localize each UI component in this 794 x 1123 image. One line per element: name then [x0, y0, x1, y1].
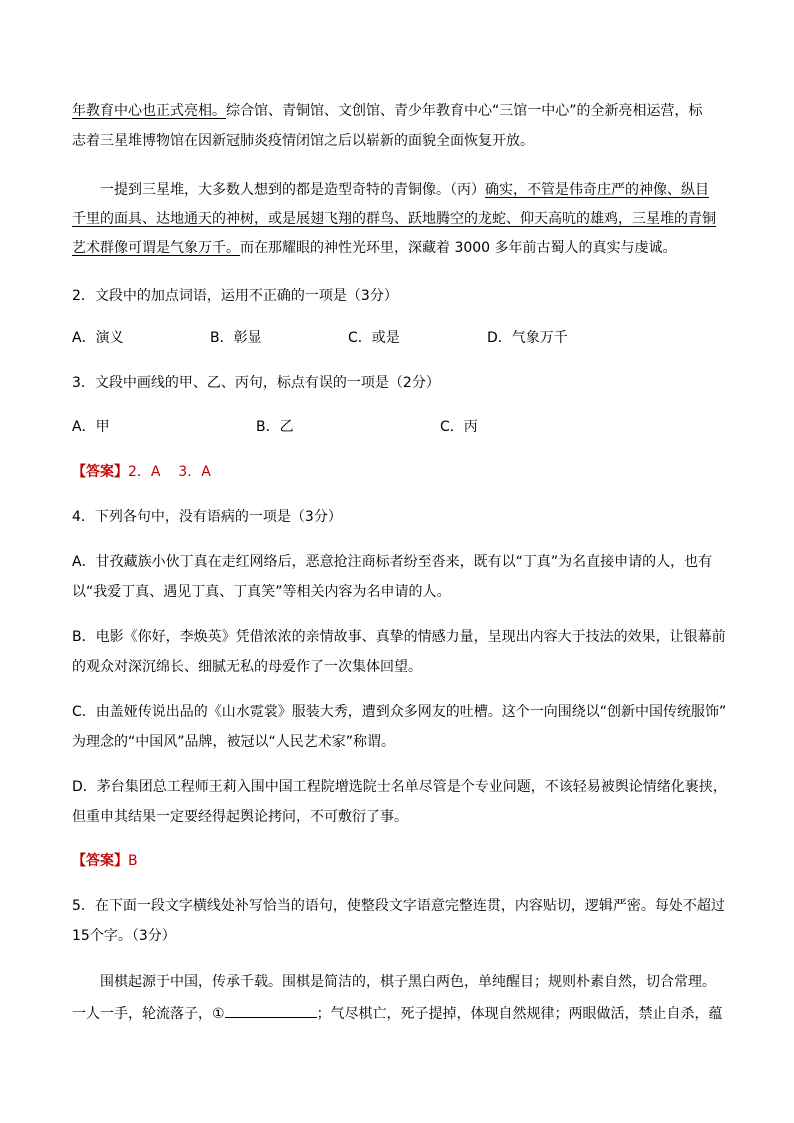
- answer-label: 【答案】: [72, 464, 128, 480]
- passage-p2-line2: [72, 209, 716, 229]
- question-4-option-d-line1: D．茅台集团总工程师王莉入围中国工程院增选院士名单尽管是个专业问题，不该轻易被舆论情绪化裹挟，: [72, 779, 727, 795]
- answer-label: 【答案】: [72, 853, 128, 869]
- answer-value: 2．A 3．A: [128, 464, 211, 480]
- question-4-option-c-line1: C．由盖娅传说出品的《山水霓裳》服装大秀，遭到众多网友的吐槽。这个一向围绕以“创新中国传统服饰”: [72, 704, 727, 720]
- question-5-passage-line2: [72, 1002, 723, 1024]
- option-b: B．彰显: [210, 330, 262, 346]
- answer-block-2: [72, 851, 138, 871]
- question-5-stem-line2: 15个字。（3分）: [72, 928, 176, 944]
- question-4-option-b-line2: 的观众对深沉绵长、细腻无私的母爱作了一次集体回望。: [72, 659, 422, 675]
- passage-p1-line1: [72, 101, 703, 121]
- option-c: C．或是: [348, 330, 400, 346]
- underlined-sentence-bing: 千里的面具、达地通天的神树，或是展翅飞翔的群鸟、跃地腾空的龙蛇、仰天高吭的雄鸡，三星堆的青铜: [72, 211, 716, 227]
- underlined-sentence-bing: 艺术群像可谓是气象万千。: [72, 240, 240, 256]
- passage-text: ；气尽棋亡，死子提掉，体现自然规律；两眼做活，禁止自杀，蕴: [316, 1006, 723, 1022]
- passage-text: 综合馆、青铜馆、文创馆、青少年教育中心“三馆一中心”的全新亮相运营，标: [226, 103, 703, 119]
- question-3-stem: 3．文段中画线的甲、乙、丙句，标点有误的一项是（2分）: [72, 375, 440, 391]
- passage-text: 一提到三星堆，大多数人想到的都是造型奇特的青铜像。（丙）: [100, 182, 485, 198]
- question-4-option-c-line2: 为理念的“中国风”品牌，被冠以“人民艺术家”称谓。: [72, 734, 396, 750]
- question-2-stem: 2．文段中的加点词语，运用不正确的一项是（3分）: [72, 288, 398, 304]
- fill-in-blank[interactable]: [225, 1002, 317, 1018]
- question-5-stem-line1: 5．在下面一段文字横线处补写恰当的语句，使整段文字语意完整连贯，内容贴切，逻辑严密。每处不超过: [72, 898, 725, 914]
- question-4-option-a-line1: A．甘孜藏族小伙丁真在走红网络后，恶意抢注商标者纷至沓来，既有以“丁真”为名直接申请的人，也有: [72, 554, 713, 570]
- answer-block-1: [72, 462, 211, 482]
- passage-text: 一人一手，轮流落子，①: [72, 1006, 225, 1022]
- underlined-text: 年教育中心也正式亮相。: [72, 103, 226, 119]
- option-d: D．气象万千: [487, 330, 568, 346]
- passage-p2-line3: [72, 238, 677, 258]
- underlined-sentence-bing: 确实，不管是伟奇庄严的神像、纵目: [485, 182, 709, 198]
- passage-p1-line2: 志着三星堆博物馆在因新冠肺炎疫情闭馆之后以崭新的面貌全面恢复开放。: [72, 133, 534, 149]
- question-4-option-b-line1: B．电影《你好，李焕英》凭借浓浓的亲情故事、真挚的情感力量，呈现出内容大于技法的效果，让银幕前: [72, 629, 726, 645]
- option-a: A．甲: [72, 419, 110, 435]
- question-4-option-d-line2: 但重申其结果一定要经得起舆论拷问，不可敷衍了事。: [72, 809, 408, 825]
- answer-value: B: [128, 853, 138, 869]
- passage-p2-line1: [100, 180, 709, 200]
- question-4-stem: 4．下列各句中，没有语病的一项是（3分）: [72, 509, 342, 525]
- passage-text: 而在那耀眼的神性光环里，深藏着 3000 多年前古蜀人的真实与虔诚。: [240, 240, 677, 256]
- question-4-option-a-line2: 以“我爱丁真、遇见丁真、丁真笑”等相关内容为名申请的人。: [72, 584, 451, 600]
- question-5-passage-line1: 围棋起源于中国，传承千载。围棋是简洁的，棋子黑白两色，单纯醒目；规则朴素自然，切合常理。: [100, 974, 716, 990]
- option-c: C．丙: [440, 419, 478, 435]
- option-a: A．演义: [72, 330, 124, 346]
- option-b: B．乙: [256, 419, 294, 435]
